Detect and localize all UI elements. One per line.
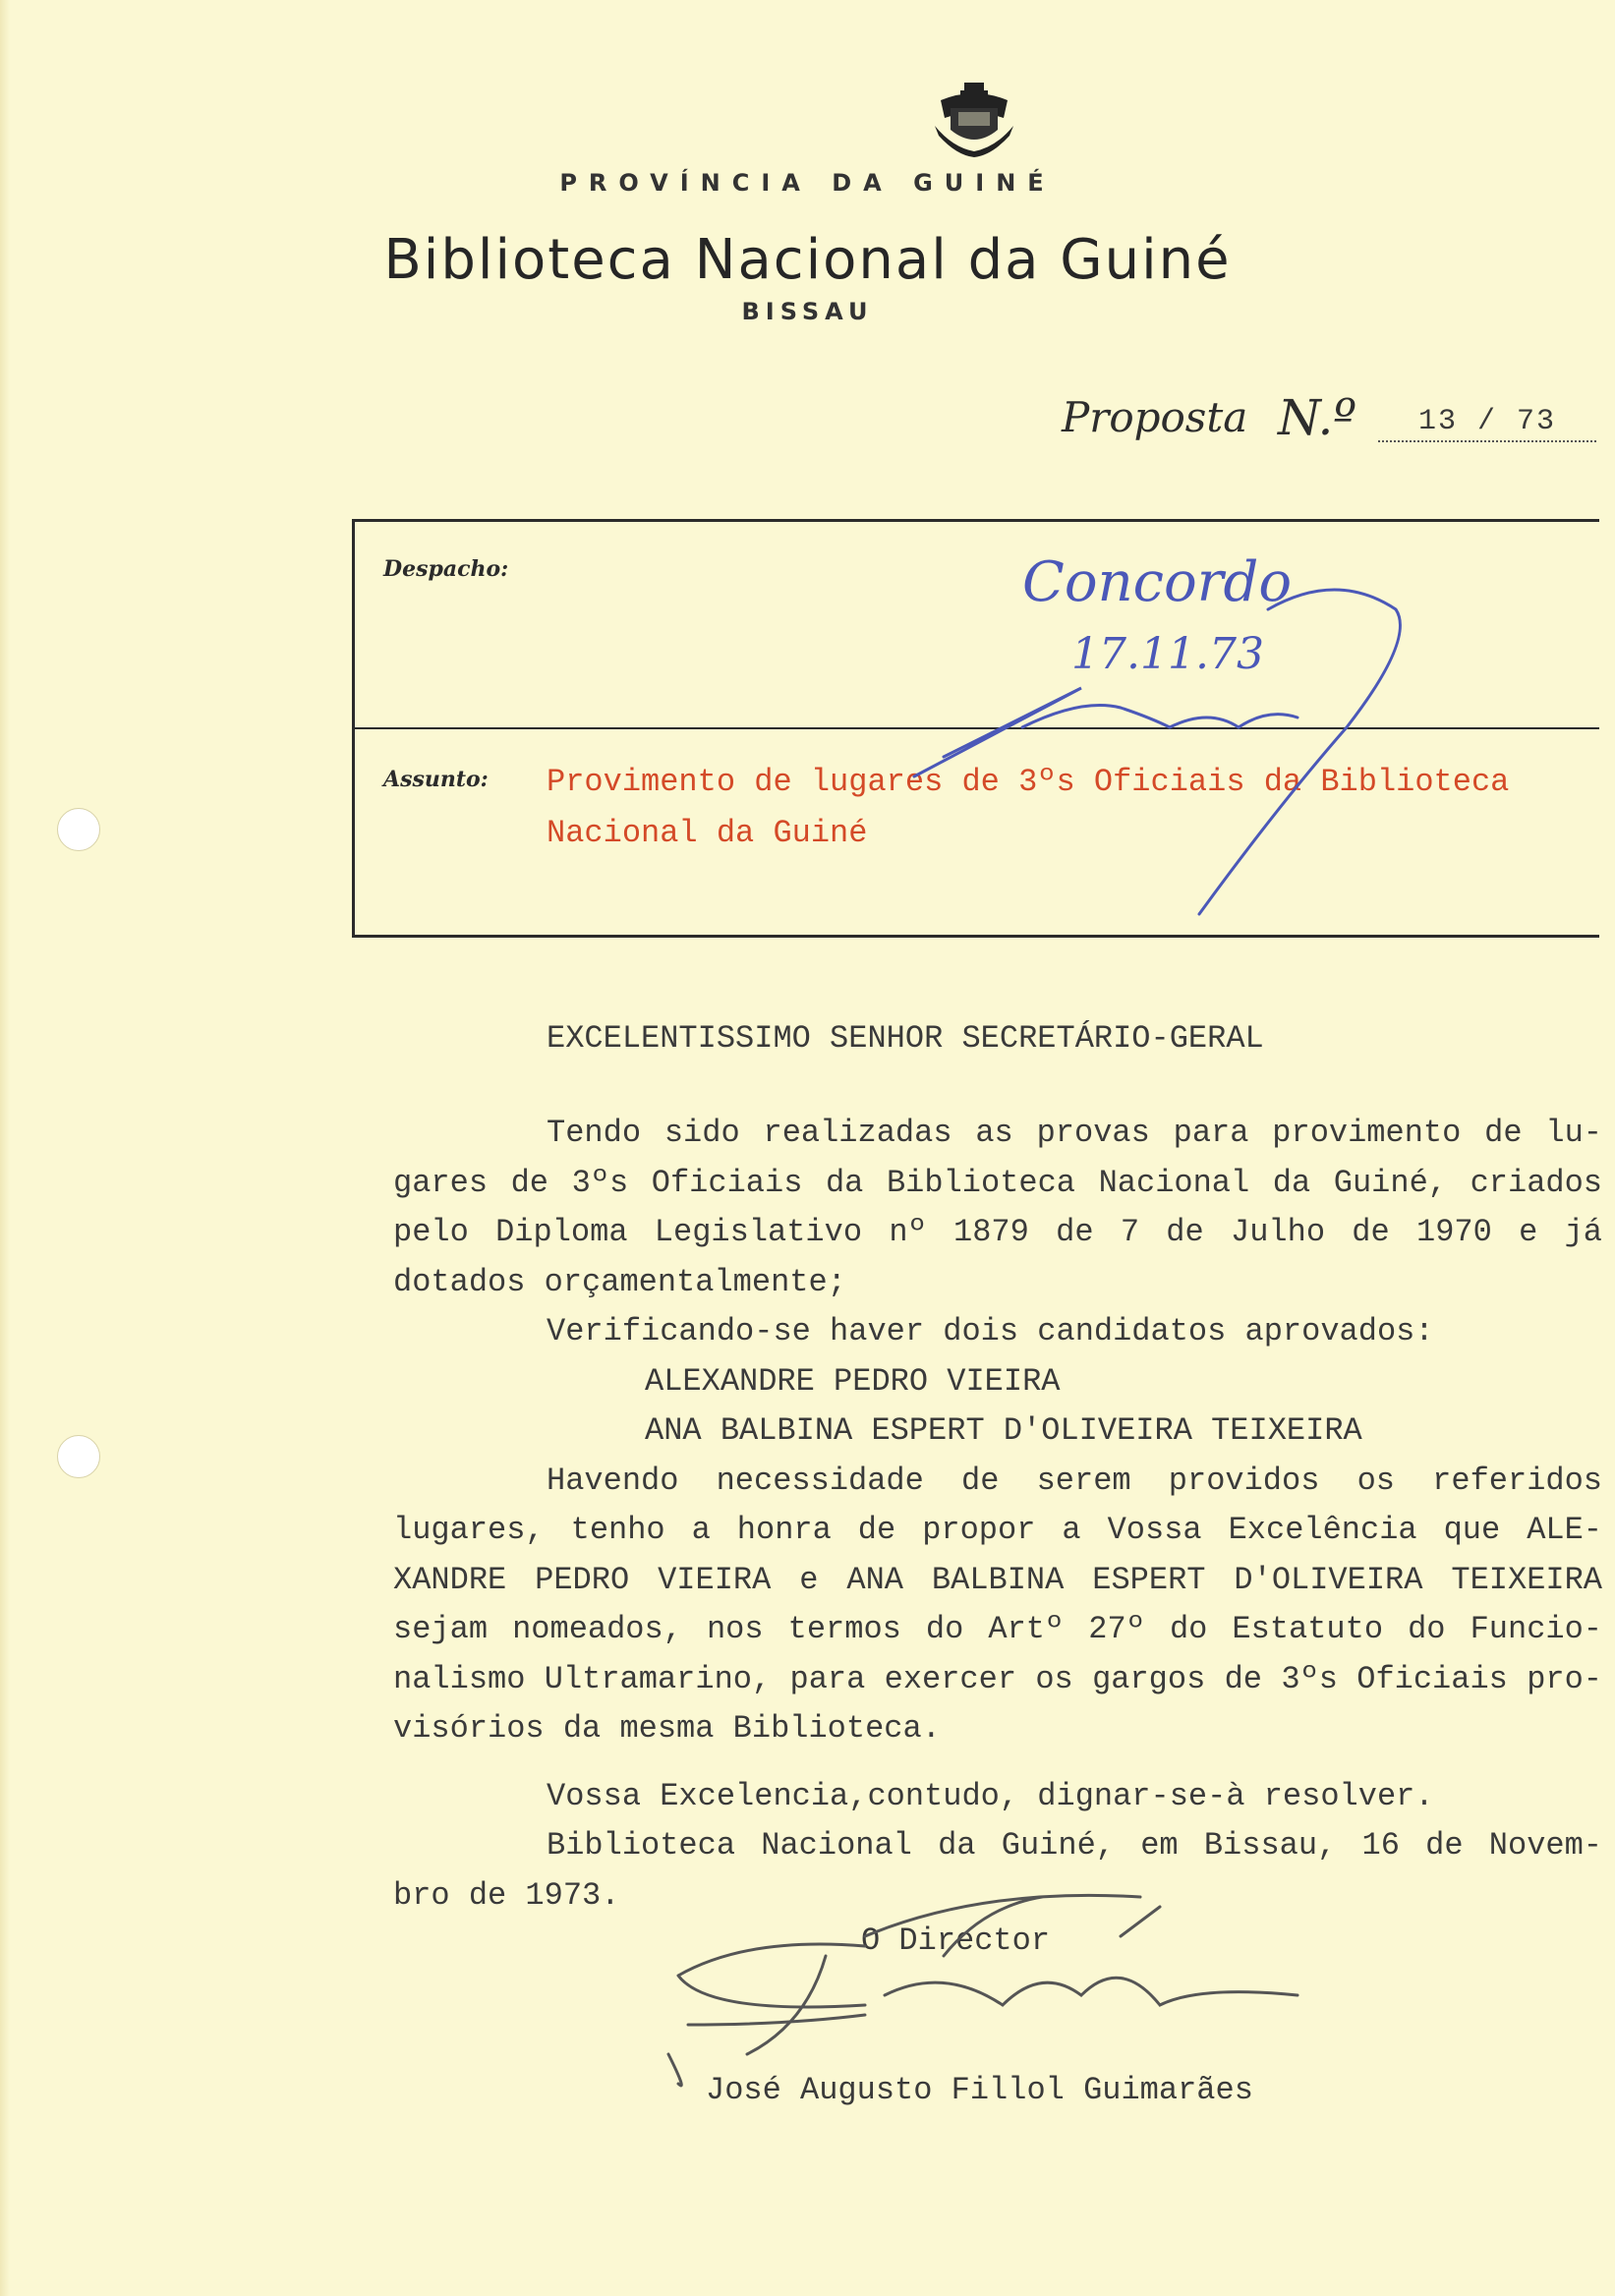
despacho-handwritten-approval: Concordo: [1022, 550, 1293, 614]
body-line: gares de 3ºs Oficiais da Biblioteca Nacional da Guiné, criados: [393, 1164, 1602, 1201]
body-line: pelo Diploma Legislativo nº 1879 de 7 de Julho de 1970 e já: [393, 1214, 1602, 1250]
signer-name: José Augusto Fillol Guimarães: [706, 2072, 1253, 2108]
body-line: Tendo sido realizadas as provas para provimento de lu-: [547, 1115, 1602, 1151]
punch-hole-bottom: [57, 1435, 100, 1478]
form-divider: [352, 727, 1599, 729]
salutation: EXCELENTISSIMO SENHOR SECRETÁRIO-GERAL: [547, 1020, 1264, 1057]
candidate-name: ANA BALBINA ESPERT D'OLIVEIRA TEIXEIRA: [645, 1412, 1362, 1449]
signer-title: O Director: [861, 1923, 1051, 1959]
body-line: Biblioteca Nacional da Guiné, em Bissau, 16 de Novem-: [547, 1827, 1602, 1864]
body-line: dotados orçamentalmente;: [393, 1263, 846, 1300]
letter-body: [393, 1109, 1602, 1921]
institution-title: Biblioteca Nacional da Guiné: [383, 228, 1232, 292]
body-line: XANDRE PEDRO VIEIRA e ANA BALBINA ESPERT D'OLIVEIRA TEIXEIRA: [393, 1561, 1602, 1598]
city-heading: BISSAU: [741, 298, 874, 325]
despacho-handwritten-date: 17.11.73: [1071, 629, 1264, 679]
punch-hole-top: [57, 808, 100, 851]
candidate-name: ALEXANDRE PEDRO VIEIRA: [645, 1362, 1061, 1400]
body-line: Havendo necessidade de serem providos os referidos: [547, 1462, 1602, 1499]
proposal-number: 13 / 73: [1378, 405, 1596, 442]
paper-edge: [0, 0, 10, 2296]
coat-of-arms-icon: [929, 79, 1019, 157]
proposal-label: Proposta: [1062, 393, 1248, 441]
body-line: nalismo Ultramarino, para exercer os gargos de 3ºs Oficiais pro-: [393, 1660, 1602, 1697]
assunto-text: Provimento de lugares de 3ºs Oficiais da Biblioteca Nacional da Guiné: [547, 764, 1510, 851]
body-line: Verificando-se haver dois candidatos aprovados:: [547, 1313, 1434, 1349]
proposal-number-label: N.º: [1278, 389, 1356, 446]
body-line: bro de 1973.: [393, 1876, 620, 1914]
despacho-label: Despacho:: [383, 556, 509, 582]
body-line: Vossa Excelencia,contudo, dignar-se-à resolver.: [547, 1777, 1434, 1814]
body-line: sejam nomeados, nos termos do Artº 27º do Estatuto do Funcio-: [393, 1611, 1602, 1647]
body-line: visórios da mesma Biblioteca.: [393, 1710, 941, 1747]
assunto-label: Assunto:: [383, 767, 489, 792]
province-heading: PROVÍNCIA DA GUINÉ: [559, 169, 1056, 197]
body-line: lugares, tenho a honra de propor a Vossa Excelência que ALE-: [393, 1512, 1602, 1548]
